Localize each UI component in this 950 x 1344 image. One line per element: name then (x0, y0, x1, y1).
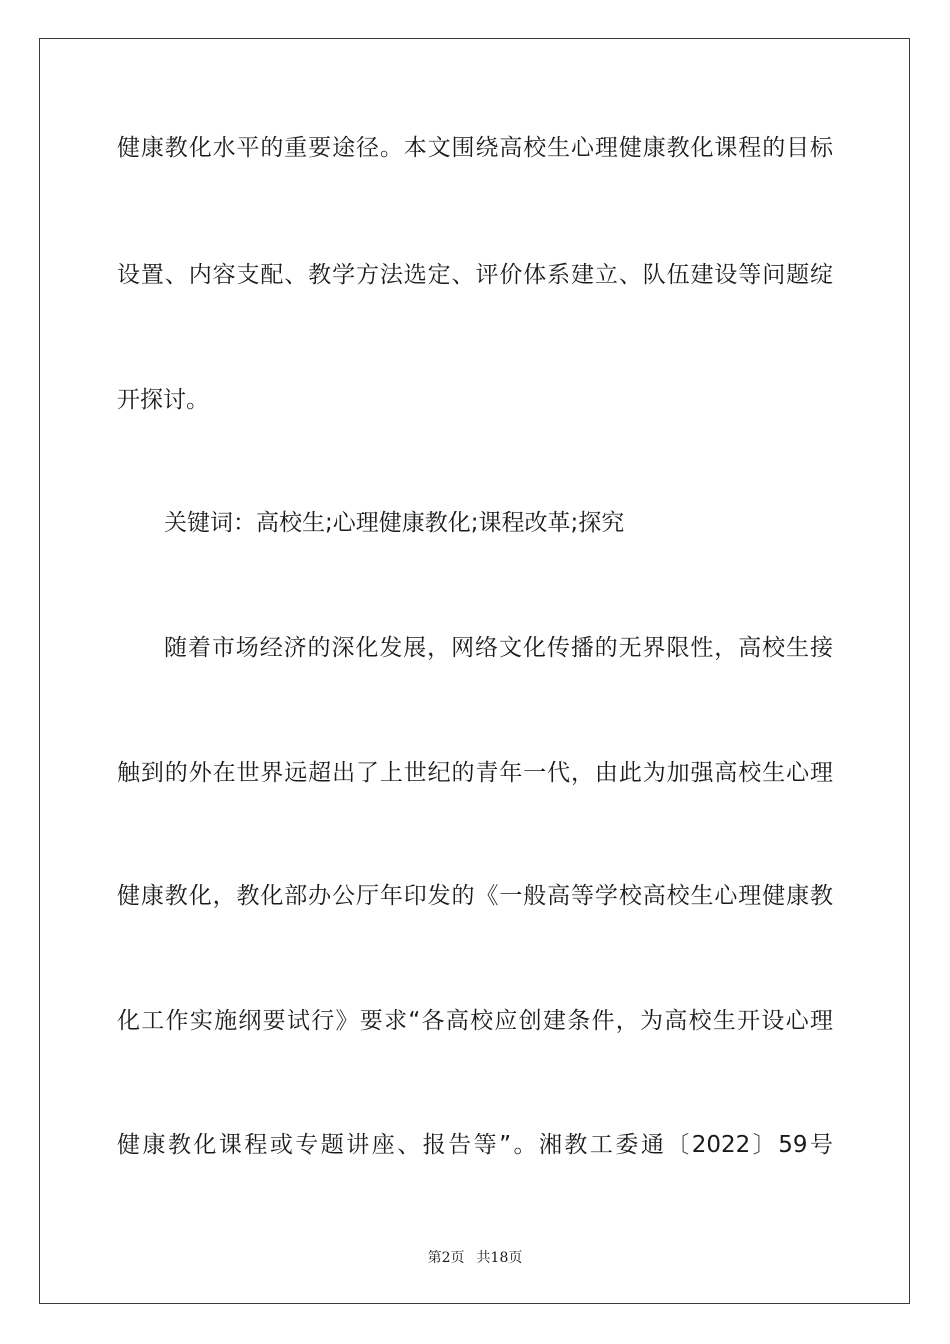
body-text-line: 随着市场经济的深化发展，网络文化传播的无界限性，高校生接 (164, 635, 833, 661)
keywords-line: 关键词：高校生;心理健康教化;课程改革;探究 (164, 510, 625, 536)
body-text-line: 触到的外在世界远超出了上世纪的青年一代，由此为加强高校生心理 (117, 760, 833, 786)
page-border (39, 38, 910, 1304)
body-text-line: 化工作实施纲要试行》要求“各高校应创建条件，为高校生开设心理 (117, 1008, 833, 1034)
page-footer (0, 1247, 950, 1267)
page-number: 第2页 (427, 1250, 465, 1266)
body-text-line: 健康教化，教化部办公厅年印发的《一般高等学校高校生心理健康教 (117, 883, 833, 909)
body-text-line: 设置、内容支配、教学方法选定、评价体系建立、队伍建设等问题绽 (117, 262, 833, 288)
body-text-line: 健康教化水平的重要途径。本文围绕高校生心理健康教化课程的目标 (117, 135, 833, 161)
body-text-line: 开探讨。 (117, 387, 209, 413)
page-total: 共18页 (476, 1250, 523, 1266)
body-text-line: 健康教化课程或专题讲座、报告等”。湘教工委通〔2022〕59号 (117, 1132, 833, 1158)
